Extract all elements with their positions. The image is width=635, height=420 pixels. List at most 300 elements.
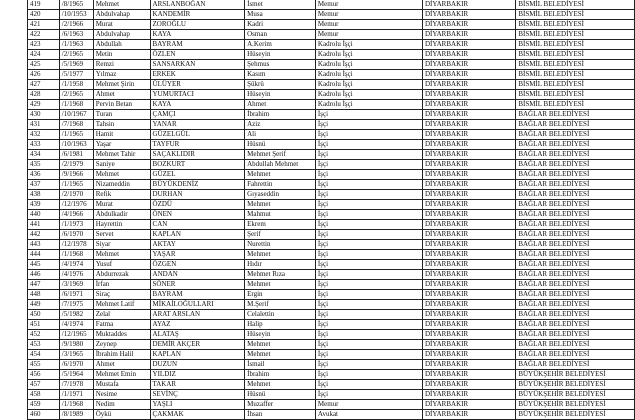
institution-cell: BAĞLAR BELEDİYESİ [516,340,635,350]
birth-date-cell: /1/1971 [59,390,93,400]
birth-date-cell: /6/1970 [59,230,93,240]
first-name-cell: Saniye [93,160,150,170]
first-name-cell: Nizameddin [93,180,150,190]
table-row [28,330,635,340]
first-name-cell: Hamit [93,130,150,140]
row-number-cell: 446 [28,270,60,280]
institution-cell: BAĞLAR BELEDİYESİ [516,300,635,310]
birth-date-cell: /1/1965 [59,130,93,140]
province-cell: DİYARBAKIR [422,320,515,330]
last-name-cell: ÇAMÇI [150,110,245,120]
first-name-cell: Mehmet Emin [93,370,150,380]
table-row [28,260,635,270]
last-name-cell: ÇAKMAK [150,410,245,420]
table-row [28,370,635,380]
position-cell: İşçi [315,270,422,280]
province-cell: DİYARBAKIR [422,90,515,100]
table-row [28,120,635,130]
institution-cell: BAĞLAR BELEDİYESİ [516,180,635,190]
institution-cell: BAĞLAR BELEDİYESİ [516,200,635,210]
table-row [28,90,635,100]
birth-date-cell: /10/1967 [59,110,93,120]
birth-date-cell: /5/1982 [59,310,93,320]
province-cell: DİYARBAKIR [422,130,515,140]
table-row [28,60,635,70]
province-cell: DİYARBAKIR [422,400,515,410]
father-name-cell: Mehmet [245,200,316,210]
last-name-cell: KAYA [150,30,245,40]
first-name-cell: Hayrettin [93,220,150,230]
position-cell: İşçi [315,140,422,150]
last-name-cell: YANAR [150,120,245,130]
birth-date-cell: /2/1979 [59,160,93,170]
position-cell: Kadrolu İşçi [315,80,422,90]
row-number-cell: 452 [28,330,60,340]
row-number-cell: 424 [28,50,60,60]
province-cell: DİYARBAKIR [422,0,515,10]
father-name-cell: Nurettin [245,240,316,250]
birth-date-cell: /7/1978 [59,380,93,390]
first-name-cell: Servet [93,230,150,240]
province-cell: DİYARBAKIR [422,10,515,20]
row-number-cell: 457 [28,380,60,390]
institution-cell: BİSMİL BELEDİYESİ [516,90,635,100]
institution-cell: BAĞLAR BELEDİYESİ [516,130,635,140]
province-cell: DİYARBAKIR [422,190,515,200]
row-number-cell: 422 [28,30,60,40]
last-name-cell: MİKAİLOĞULLARI [150,300,245,310]
last-name-cell: KAPLAN [150,230,245,240]
first-name-cell: Siraç [93,290,150,300]
birth-date-cell: /6/1981 [59,150,93,160]
last-name-cell: ÖZLEN [150,50,245,60]
row-number-cell: 459 [28,400,60,410]
birth-date-cell: /7/1968 [59,120,93,130]
first-name-cell: Murat [93,200,150,210]
first-name-cell: Nedim [93,400,150,410]
position-cell: İşçi [315,170,422,180]
last-name-cell: ÜLÜYER [150,80,245,90]
first-name-cell: Abdurrezak [93,270,150,280]
birth-date-cell: /5/1969 [59,60,93,70]
birth-date-cell: /1/1963 [59,40,93,50]
institution-cell: BAĞLAR BELEDİYESİ [516,110,635,120]
table-row [28,40,635,50]
row-number-cell: 448 [28,290,60,300]
position-cell: İşçi [315,370,422,380]
row-number-cell: 440 [28,210,60,220]
last-name-cell: KAYA [150,100,245,110]
personnel-list-page [27,0,635,420]
table-row [28,360,635,370]
province-cell: DİYARBAKIR [422,360,515,370]
province-cell: DİYARBAKIR [422,240,515,250]
last-name-cell: AKTAY [150,240,245,250]
first-name-cell: Abdulkadir [93,210,150,220]
institution-cell: BİSMİL BELEDİYESİ [516,80,635,90]
institution-cell: BÜYÜKŞEHİR BELEDİYESİ [516,410,635,420]
row-number-cell: 426 [28,70,60,80]
position-cell: İşçi [315,210,422,220]
first-name-cell: Mehmet Tahir [93,150,150,160]
birth-date-cell: /2/1965 [59,50,93,60]
father-name-cell: Abdullah Mehmet [245,160,316,170]
first-name-cell: Ahmet [93,90,150,100]
institution-cell: BAĞLAR BELEDİYESİ [516,190,635,200]
institution-cell: BAĞLAR BELEDİYESİ [516,260,635,270]
birth-date-cell: /2/1966 [59,20,93,30]
position-cell: Kadrolu İşçi [315,50,422,60]
province-cell: DİYARBAKIR [422,350,515,360]
first-name-cell: Tahsin [93,120,150,130]
birth-date-cell: /2/1970 [59,190,93,200]
table-row [28,80,635,90]
position-cell: İşçi [315,130,422,140]
province-cell: DİYARBAKIR [422,260,515,270]
position-cell: Memur [315,10,422,20]
father-name-cell: Mehmet Şerif [245,150,316,160]
row-number-cell: 423 [28,40,60,50]
first-name-cell: Siyar [93,240,150,250]
position-cell: İşçi [315,300,422,310]
birth-date-cell: /12/1978 [59,240,93,250]
father-name-cell: A.Kerim [245,40,316,50]
father-name-cell: Şükrü [245,80,316,90]
province-cell: DİYARBAKIR [422,410,515,420]
institution-cell: BAĞLAR BELEDİYESİ [516,280,635,290]
row-number-cell: 450 [28,310,60,320]
last-name-cell: BAYRAM [150,290,245,300]
table-row [28,150,635,160]
father-name-cell: Hüseyin [245,90,316,100]
province-cell: DİYARBAKIR [422,390,515,400]
last-name-cell: ARSLANBOĞAN [150,0,245,10]
birth-date-cell: /9/1966 [59,170,93,180]
father-name-cell: Şerif [245,230,316,240]
position-cell: İşçi [315,190,422,200]
institution-cell: BİSMİL BELEDİYESİ [516,10,635,20]
position-cell: İşçi [315,340,422,350]
personnel-table [27,0,635,420]
birth-date-cell: /8/1989 [59,410,93,420]
table-row [28,100,635,110]
table-row [28,50,635,60]
birth-date-cell: /3/1965 [59,350,93,360]
first-name-cell: Öykü [93,410,150,420]
table-row [28,180,635,190]
province-cell: DİYARBAKIR [422,180,515,190]
father-name-cell: İbrahim [245,110,316,120]
province-cell: DİYARBAKIR [422,200,515,210]
province-cell: DİYARBAKIR [422,230,515,240]
row-number-cell: 419 [28,0,60,10]
last-name-cell: DEMİR AKÇER [150,340,245,350]
father-name-cell: Hüseyin [245,330,316,340]
position-cell: Kadrolu İşçi [315,60,422,70]
table-row [28,70,635,80]
birth-date-cell: /4/1966 [59,210,93,220]
birth-date-cell: /2/1965 [59,90,93,100]
province-cell: DİYARBAKIR [422,20,515,30]
last-name-cell: CAN [150,220,245,230]
institution-cell: BAĞLAR BELEDİYESİ [516,270,635,280]
birth-date-cell: /10/1953 [59,10,93,20]
province-cell: DİYARBAKIR [422,250,515,260]
province-cell: DİYARBAKIR [422,80,515,90]
table-row [28,280,635,290]
father-name-cell: Halip [245,320,316,330]
row-number-cell: 449 [28,300,60,310]
province-cell: DİYARBAKIR [422,40,515,50]
institution-cell: BAĞLAR BELEDİYESİ [516,360,635,370]
row-number-cell: 435 [28,160,60,170]
last-name-cell: DURHAN [150,190,245,200]
first-name-cell: Murat [93,20,150,30]
father-name-cell: Ekrem [245,220,316,230]
last-name-cell: ÖZGEN [150,260,245,270]
father-name-cell: Osman [245,30,316,40]
first-name-cell: Remzi [93,60,150,70]
institution-cell: BİSMİL BELEDİYESİ [516,100,635,110]
position-cell: İşçi [315,150,422,160]
father-name-cell: Ahmet [245,100,316,110]
position-cell: İşçi [315,180,422,190]
province-cell: DİYARBAKIR [422,340,515,350]
last-name-cell: BAYRAM [150,40,245,50]
birth-date-cell: /9/1980 [59,340,93,350]
birth-date-cell: /4/1976 [59,270,93,280]
last-name-cell: BOZKURT [150,160,245,170]
birth-date-cell: /8/1965 [59,0,93,10]
last-name-cell: ÖZDÜ [150,200,245,210]
province-cell: DİYARBAKIR [422,100,515,110]
last-name-cell: SANSARKAN [150,60,245,70]
table-row [28,340,635,350]
row-number-cell: 439 [28,200,60,210]
table-row [28,140,635,150]
position-cell: Kadrolu İşçi [315,70,422,80]
birth-date-cell: /1/1968 [59,400,93,410]
table-row [28,270,635,280]
province-cell: DİYARBAKIR [422,110,515,120]
position-cell: İşçi [315,200,422,210]
first-name-cell: Yılmaz [93,70,150,80]
row-number-cell: 421 [28,20,60,30]
first-name-cell: Abdulvahap [93,30,150,40]
father-name-cell: Musa [245,10,316,20]
table-row [28,250,635,260]
birth-date-cell: /12/1976 [59,200,93,210]
province-cell: DİYARBAKIR [422,380,515,390]
row-number-cell: 436 [28,170,60,180]
first-name-cell: Mehmet Latif [93,300,150,310]
position-cell: Kadrolu İşçi [315,40,422,50]
table-row [28,240,635,250]
last-name-cell: YILDIZ [150,370,245,380]
province-cell: DİYARBAKIR [422,210,515,220]
institution-cell: BAĞLAR BELEDİYESİ [516,220,635,230]
birth-date-cell: /1/1973 [59,220,93,230]
father-name-cell: Mehmet [245,350,316,360]
position-cell: Memur [315,30,422,40]
position-cell: İşçi [315,380,422,390]
province-cell: DİYARBAKIR [422,300,515,310]
institution-cell: BÜYÜKŞEHİR BELEDİYESİ [516,400,635,410]
position-cell: İşçi [315,230,422,240]
father-name-cell: Hıdır [245,260,316,270]
row-number-cell: 427 [28,80,60,90]
birth-date-cell: /5/1977 [59,70,93,80]
last-name-cell: ARAT ARSLAN [150,310,245,320]
first-name-cell: Mehmet [93,0,150,10]
table-row [28,10,635,20]
row-number-cell: 453 [28,340,60,350]
institution-cell: BAĞLAR BELEDİYESİ [516,140,635,150]
row-number-cell: 430 [28,110,60,120]
birth-date-cell: /4/1974 [59,320,93,330]
last-name-cell: ALATAŞ [150,330,245,340]
last-name-cell: TAYFUR [150,140,245,150]
row-number-cell: 455 [28,360,60,370]
institution-cell: BÜYÜKŞEHİR BELEDİYESİ [516,370,635,380]
row-number-cell: 441 [28,220,60,230]
last-name-cell: KANDEMİR [150,10,245,20]
province-cell: DİYARBAKIR [422,220,515,230]
institution-cell: BİSMİL BELEDİYESİ [516,50,635,60]
table-body [28,0,635,420]
row-number-cell: 458 [28,390,60,400]
row-number-cell: 425 [28,60,60,70]
last-name-cell: GÜZEL [150,170,245,180]
row-number-cell: 432 [28,130,60,140]
table-row [28,200,635,210]
institution-cell: BAĞLAR BELEDİYESİ [516,240,635,250]
birth-date-cell: /12/1965 [59,330,93,340]
last-name-cell: YAŞLI [150,400,245,410]
father-name-cell: İbrahim [245,370,316,380]
first-name-cell: Mustafa [93,380,150,390]
position-cell: İşçi [315,280,422,290]
position-cell: İşçi [315,290,422,300]
father-name-cell: Mehmet Rıza [245,270,316,280]
table-row [28,290,635,300]
row-number-cell: 443 [28,240,60,250]
table-row [28,190,635,200]
table-row [28,220,635,230]
province-cell: DİYARBAKIR [422,50,515,60]
last-name-cell: ZOROĞLU [150,20,245,30]
first-name-cell: Yaşar [93,140,150,150]
first-name-cell: Mehmet Şirin [93,80,150,90]
birth-date-cell: /10/1963 [59,140,93,150]
father-name-cell: Hüsnü [245,140,316,150]
institution-cell: BAĞLAR BELEDİYESİ [516,250,635,260]
table-row [28,170,635,180]
father-name-cell: Hüsnü [245,390,316,400]
first-name-cell: Muktaddes [93,330,150,340]
table-row [28,310,635,320]
father-name-cell: M.Şerif [245,300,316,310]
father-name-cell: İsmet [245,0,316,10]
table-row [28,320,635,330]
last-name-cell: SÖNER [150,280,245,290]
table-row [28,300,635,310]
position-cell: Memur [315,400,422,410]
institution-cell: BAĞLAR BELEDİYESİ [516,290,635,300]
first-name-cell: Mehmet [93,250,150,260]
father-name-cell: İhsan [245,410,316,420]
birth-date-cell: /6/1971 [59,290,93,300]
first-name-cell: Yusuf [93,260,150,270]
father-name-cell: Hüseyin [245,50,316,60]
row-number-cell: 447 [28,280,60,290]
last-name-cell: SAÇAKLIDIR [150,150,245,160]
table-row [28,130,635,140]
father-name-cell: Mehmet [245,280,316,290]
institution-cell: BAĞLAR BELEDİYESİ [516,170,635,180]
province-cell: DİYARBAKIR [422,70,515,80]
first-name-cell: Zelal [93,310,150,320]
institution-cell: BÜYÜKŞEHİR BELEDİYESİ [516,390,635,400]
row-number-cell: 454 [28,350,60,360]
last-name-cell: GÜZELGÜL [150,130,245,140]
father-name-cell: Kasım [245,70,316,80]
last-name-cell: ERKEK [150,70,245,80]
province-cell: DİYARBAKIR [422,30,515,40]
father-name-cell: Ali [245,130,316,140]
birth-date-cell: /1/1968 [59,250,93,260]
position-cell: Avukat [315,410,422,420]
institution-cell: BİSMİL BELEDİYESİ [516,40,635,50]
birth-date-cell: /7/1975 [59,300,93,310]
position-cell: İşçi [315,260,422,270]
province-cell: DİYARBAKIR [422,120,515,130]
table-row [28,230,635,240]
first-name-cell: İrfan [93,280,150,290]
birth-date-cell: /1/1968 [59,100,93,110]
first-name-cell: Mehmet [93,170,150,180]
last-name-cell: ÖNEN [150,210,245,220]
father-name-cell: Mehmet [245,250,316,260]
table-row [28,160,635,170]
province-cell: DİYARBAKIR [422,370,515,380]
birth-date-cell: /1/1958 [59,80,93,90]
province-cell: DİYARBAKIR [422,280,515,290]
table-row [28,380,635,390]
row-number-cell: 434 [28,150,60,160]
row-number-cell: 420 [28,10,60,20]
father-name-cell: Aziz [245,120,316,130]
last-name-cell: AYAZ [150,320,245,330]
position-cell: Memur [315,0,422,10]
position-cell: İşçi [315,120,422,130]
table-row [28,400,635,410]
position-cell: İşçi [315,240,422,250]
father-name-cell: Mahmut [245,210,316,220]
row-number-cell: 456 [28,370,60,380]
table-row [28,30,635,40]
position-cell: İşçi [315,360,422,370]
last-name-cell: ANDAN [150,270,245,280]
row-number-cell: 433 [28,140,60,150]
first-name-cell: Refik [93,190,150,200]
institution-cell: BAĞLAR BELEDİYESİ [516,320,635,330]
province-cell: DİYARBAKIR [422,160,515,170]
birth-date-cell: /4/1974 [59,260,93,270]
last-name-cell: YAŞAR [150,250,245,260]
province-cell: DİYARBAKIR [422,310,515,320]
row-number-cell: 442 [28,230,60,240]
